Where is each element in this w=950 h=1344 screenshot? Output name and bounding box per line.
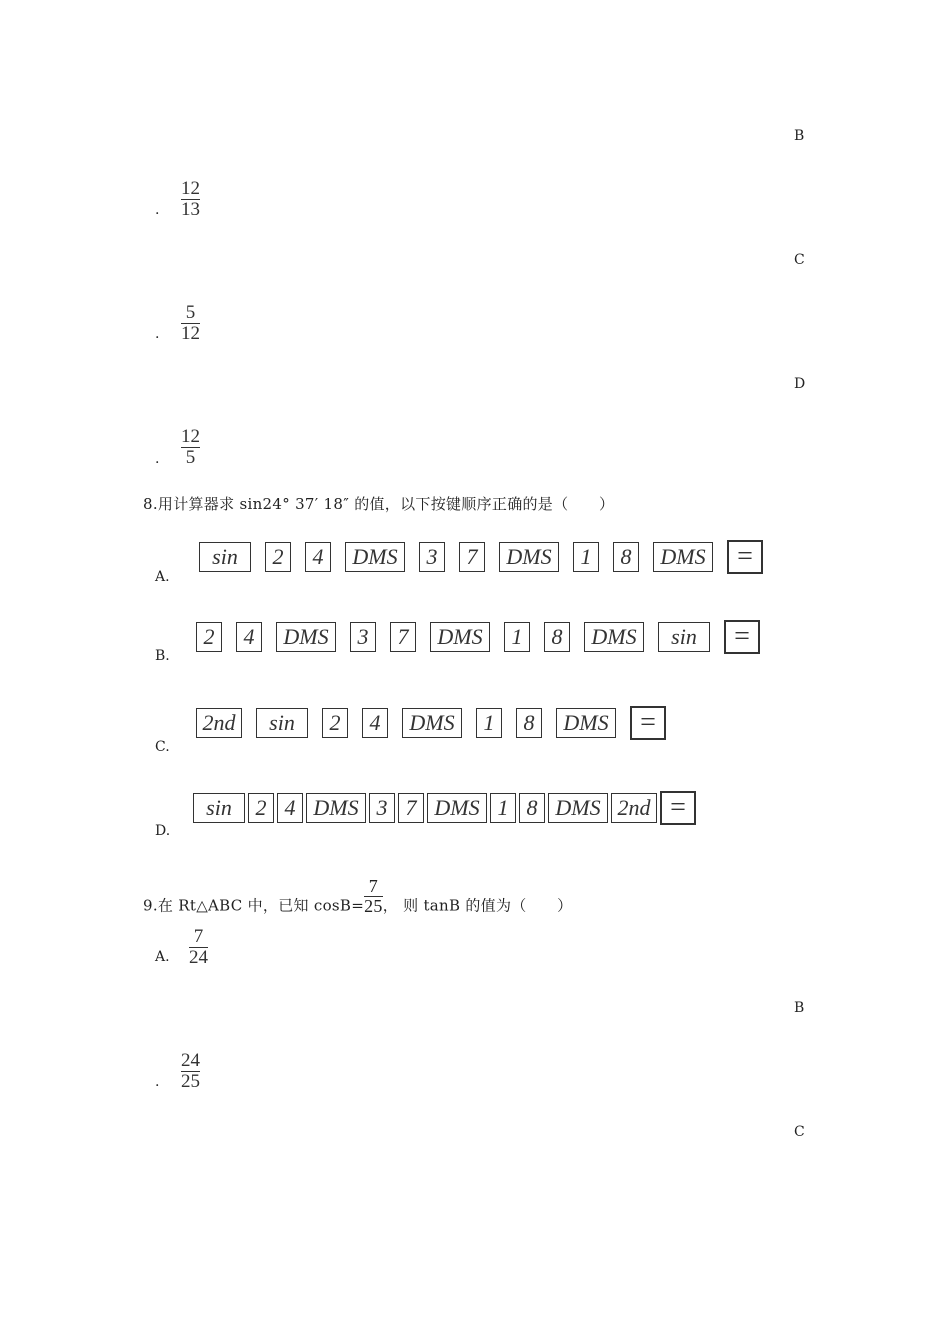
key-sequence-b [196,620,760,654]
option-letter-c: C [794,252,805,268]
digit-3-key: 3 [419,542,445,572]
denominator: 5 [185,447,196,468]
dms-key: DMS [345,542,405,572]
digit-8-key: 8 [613,542,639,572]
question-8-stem: 8.用计算器求 sin24° 37′ 18″ 的值，以下按键顺序正确的是（ ） [143,495,615,513]
equals-key: = [660,791,696,825]
equals-key: = [630,706,666,740]
stem-text: 9.在 Rt△ABC 中，已知 cosB= [143,896,365,915]
cosb-fraction [364,878,383,915]
equals-key: = [727,540,763,574]
option-letter-b: B [794,1000,805,1016]
dms-key: DMS [653,542,713,572]
stem-text: ， 则 tanB 的值为（ ） [382,896,573,915]
key-sequence-a [199,540,763,574]
dms-key: DMS [556,708,616,738]
sin-key: sin [658,622,710,652]
numerator: 7 [368,876,379,896]
option-letter-c: C [794,1124,805,1140]
digit-4-key: 4 [305,542,331,572]
sin-key: sin [256,708,308,738]
key-sequence-d [193,791,696,825]
dms-key: DMS [584,622,644,652]
dms-key: DMS [402,708,462,738]
option-label-b: B. [155,648,170,664]
dms-key: DMS [276,622,336,652]
digit-4-key: 4 [277,793,303,823]
key-sequence-c [196,706,666,740]
second-function-key: 2nd [196,708,242,738]
option-dot: . [155,451,160,467]
option-label-c: C. [155,739,170,755]
option-dot: . [155,202,160,218]
digit-7-key: 7 [398,793,424,823]
numerator: 12 [181,426,200,447]
numerator: 7 [193,926,204,947]
digit-1-key: 1 [573,542,599,572]
digit-7-key: 7 [390,622,416,652]
digit-7-key: 7 [459,542,485,572]
fraction-q7-d [181,428,200,467]
sin-key: sin [193,793,245,823]
numerator: 5 [185,302,196,323]
denominator: 12 [181,323,200,344]
option-label-a: A. [155,949,170,965]
option-label-d: D. [155,823,171,839]
option-letter-b: B [794,128,805,144]
option-label-a: A. [155,569,170,585]
denominator: 25 [181,1071,200,1092]
digit-8-key: 8 [519,793,545,823]
option-dot: . [155,1074,160,1090]
denominator: 25 [364,896,383,916]
digit-2-key: 2 [322,708,348,738]
dms-key: DMS [430,622,490,652]
numerator: 12 [181,178,200,199]
fraction-q9-a [189,928,208,967]
digit-8-key: 8 [516,708,542,738]
digit-3-key: 3 [350,622,376,652]
dms-key: DMS [548,793,608,823]
digit-2-key: 2 [265,542,291,572]
digit-4-key: 4 [362,708,388,738]
digit-8-key: 8 [544,622,570,652]
digit-3-key: 3 [369,793,395,823]
sin-key: sin [199,542,251,572]
second-function-key: 2nd [611,793,657,823]
equals-key: = [724,620,760,654]
fraction-q7-b [181,180,200,219]
dms-key: DMS [306,793,366,823]
digit-1-key: 1 [476,708,502,738]
digit-1-key: 1 [490,793,516,823]
fraction-q7-c [181,304,200,343]
fraction-q9-b [181,1052,200,1091]
option-letter-d: D [794,376,806,392]
digit-2-key: 2 [196,622,222,652]
option-dot: . [155,326,160,342]
question-9-stem [143,876,573,925]
digit-4-key: 4 [236,622,262,652]
digit-1-key: 1 [504,622,530,652]
numerator: 24 [181,1050,200,1071]
denominator: 13 [181,199,200,220]
denominator: 24 [189,947,208,968]
dms-key: DMS [499,542,559,572]
digit-2-key: 2 [248,793,274,823]
dms-key: DMS [427,793,487,823]
